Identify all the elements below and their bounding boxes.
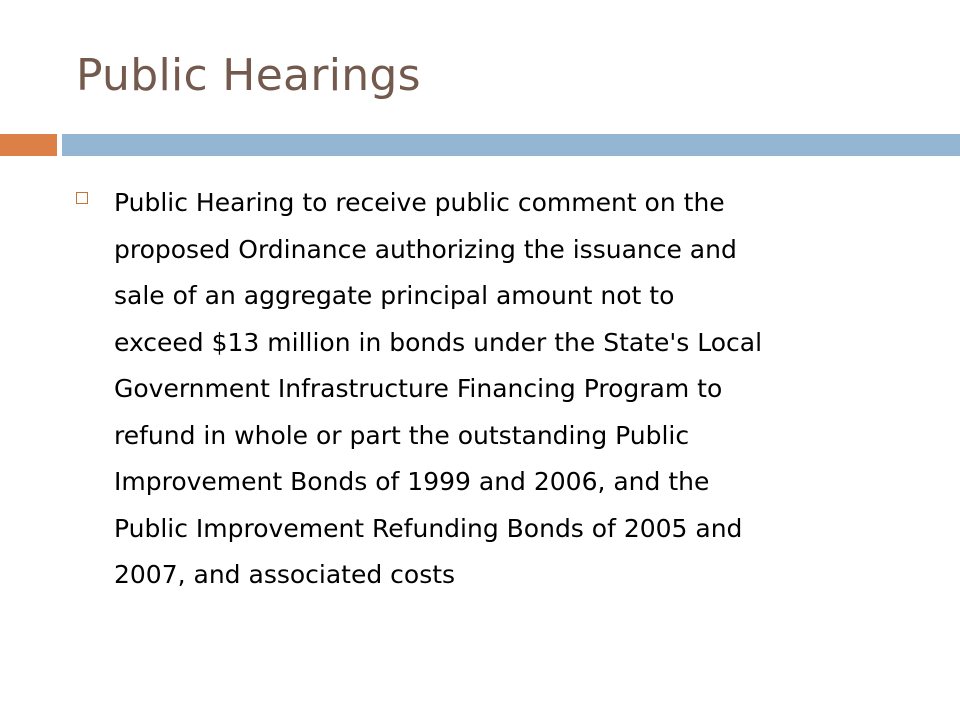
bullet-text-line: Public Improvement Refunding Bonds of 2005 and bbox=[114, 513, 743, 543]
bullet-text-line: sale of an aggregate principal amount not to bbox=[114, 281, 675, 310]
bullet-text-line: refund in whole or part the outstanding Public bbox=[114, 420, 690, 450]
hollow-square-bullet-icon bbox=[76, 192, 88, 204]
slide-title: Public Hearings bbox=[76, 50, 421, 101]
title-rule-accent-bar bbox=[0, 134, 57, 156]
bullet-text-line: 2007, and associated costs bbox=[114, 560, 456, 589]
bullet-text-line: exceed $13 million in bonds under the State's Local bbox=[114, 327, 763, 357]
title-rule-bar bbox=[62, 134, 960, 156]
bullet-text-line: Improvement Bonds of 1999 and 2006, and the bbox=[114, 467, 710, 496]
bullet-text-line: Public Hearing to receive public comment on the bbox=[114, 188, 725, 217]
bullet-text-line: proposed Ordinance authorizing the issuance and bbox=[114, 234, 737, 264]
bullet-text bbox=[114, 180, 914, 599]
bullet-text-line: Government Infrastructure Financing Program to bbox=[114, 374, 723, 403]
